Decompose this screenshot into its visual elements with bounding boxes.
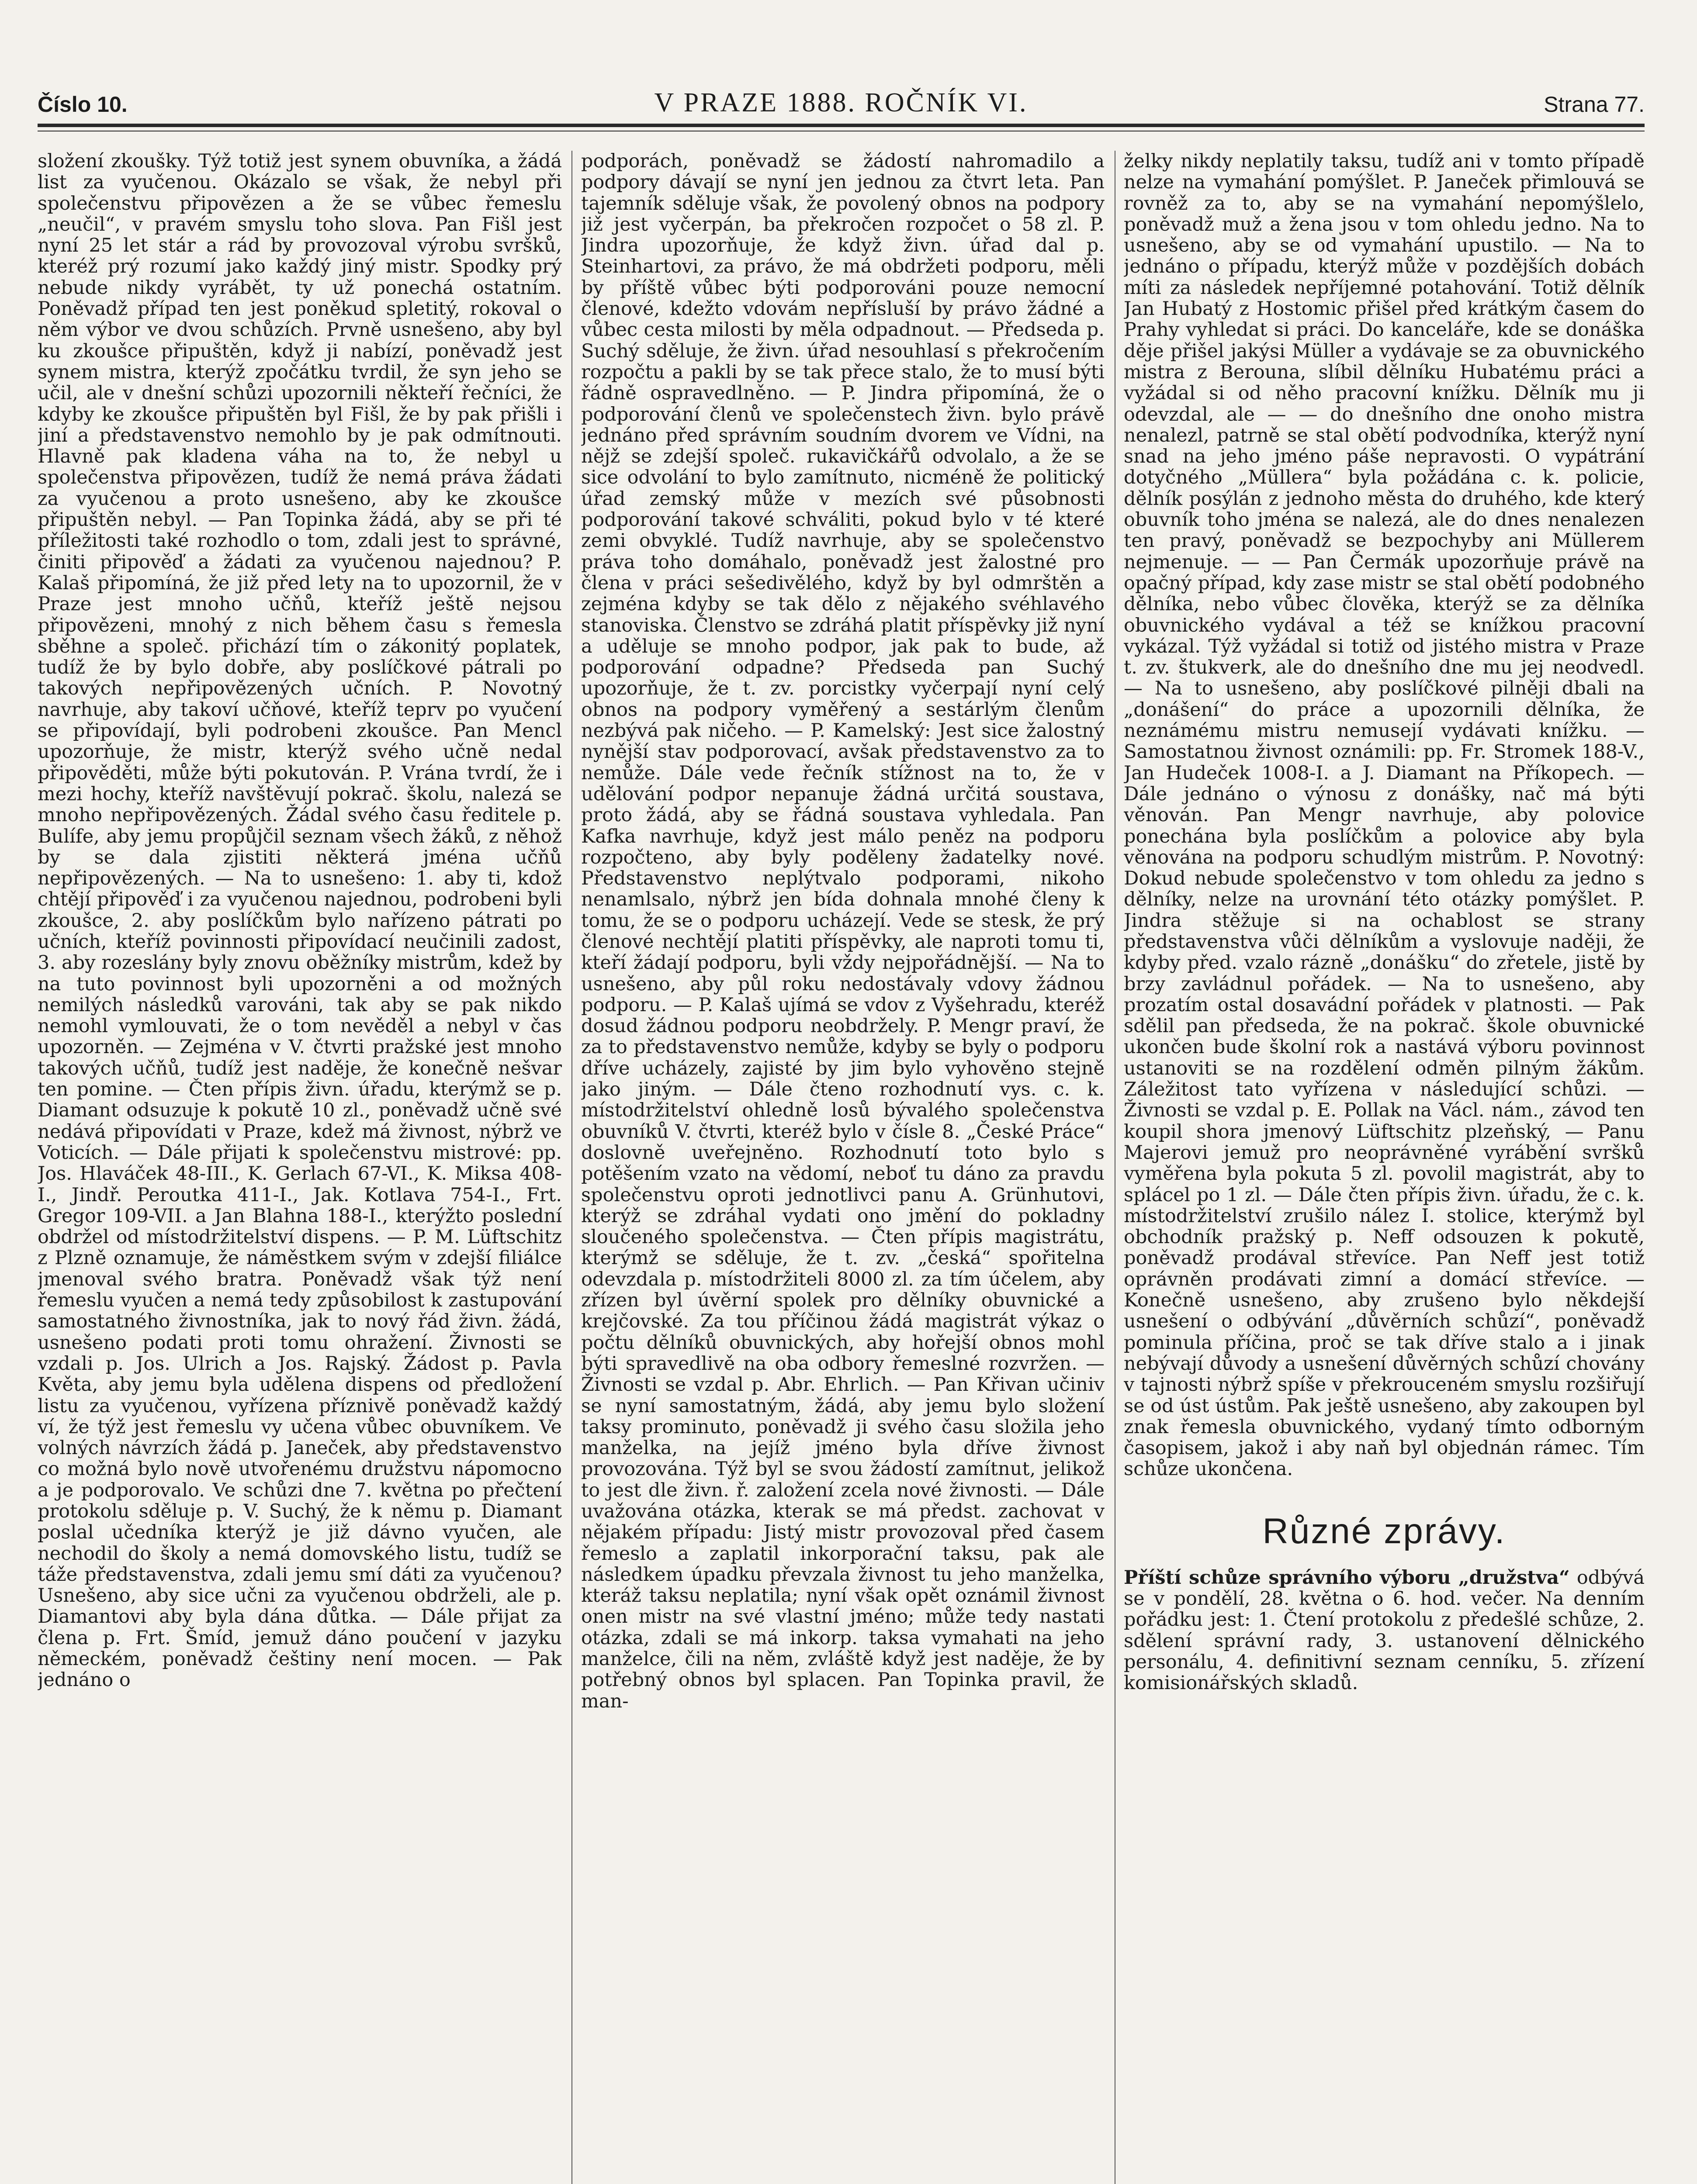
page-header xyxy=(38,87,1645,135)
page-number: Strana 77. xyxy=(1544,92,1645,117)
column-left xyxy=(38,151,562,2184)
article-text: želky nikdy neplatily taksu, tudíž ani v tomto případě nelze na vymahání pomýšlet. P. Janeček přimlouvá se rovněž za to, aby se na vymahání nepomýšlelo, poněvadž muž a žena jsou v tom ohledu jedno. Na to usnešeno, aby se od vymahání upustilo. — Na to jednáno o případu, kterýž může v pozdějších dobách míti za následek nepříjemné potahování. Totiž dělník Jan Hubatý z Hostomic přišel před krátkým časem do Prahy vyhledat si práci. Do kanceláře, kde se donáška děje přišel jakýsi Müller a vydávaje se za obuvnického mistra z Berouna, slíbil dělníku Hubatému práci a vyžádal si od něho pracovní knížku. Dělník mu ji odevzdal, ale — — do dnešního dne onoho mistra nenalezl, patrně se stal obětí podvodníka, kterýž nyní snad na jeho jméno páše nepravosti. O vypátrání dotyčného „Müllera“ byla požádána c. k. policie, dělník posýlán z jednoho města do druhého, kde který obuvník toho jména se nalezá, ale do dnes nenalezen ten pravý, poněvadž se bezpochyby ani Müllerem nejmenuje. — — Pan Čermák upozorňuje právě na opačný případ, kdy zase mistr se stal obětí podobného dělníka, nebo vůbec člověka, kterýž se za dělníka obuvnického vydával a též se knížkou pracovní vykázal. Týž vyžádal si totiž od jistého mistra v Praze t. zv. štukverk, ale do dnešního dne mu jej neodvedl. — Na to usnešeno, aby poslíčkové pilněji dbali na „donášení“ do práce a upozornili dělníka, že neznámému mistru nemusejí vydávati knížku. — Samostatnou živnost oznámili: pp. Fr. Stromek 188-V., Jan Hudeček 1008-I. a J. Diamant na Příkopech. — Dále jednáno o výnosu z donášky, nač má býti věnován. Pan Mengr navrhuje, aby polovice ponechána byla poslíčkům a polovice aby byla věnována na podporu schudlým mistrům. P. Novotný: Dokud nebude společenstvo v tom ohledu za jedno s dělníky, nelze na urovnání této otázky pomýšlet. P. Jindra stěžuje si na ochablost se strany představenstva vůči dělníkům a vyslovuje naději, že kdyby před. vzalo rázně „donášku“ do zřetele, jistě by brzy zavládnul pořádek. — Na to usnešeno, aby prozatím ostal dosavádní pořádek v platnosti. — Pak sdělil pan předseda, že na pokrač. škole obuvnické ukončen bude školní rok a nastává výboru povinnost ustanoviti se na rozdělení odměn pilným žákům. Záležitost tato vyřízena v následující schůzi. — Živnosti se vzdal p. E. Pollak na Václ. nám., závod ten koupil shora jmenový Lüftschitz plzeňský, — Panu Majerovi jemuž pro neoprávněné vyrábění svršků vyměřena byla pokuta 5 zl. povolil magistrát, aby to splácel po 1 zl. — Dále čten přípis živn. úřadu, že c. k. místodržitelství zrušilo nález I. stolice, kterýmž byl obchodník pražský p. Neff odsouzen k pokutě, poněvadž prodával střevíce. Pan Neff jest totiž oprávněn prodávati zimní a domácí střevíce. — Konečně usnešeno, aby zrušeno bylo někdejší usnešení o odbývání „důvěrních schůzí“, poněvadž pominula příčina, proč se tak dříve stalo a i jinak nebývají důvody a usnešení důvěrných schůzí chovány v tajnosti nýbrž spíše v překrouceném smyslu rozšiřují se od úst ústům. Pak ještě usnešeno, aby zakoupen byl znak řemesla obuvnického, vydaný tímto odborným časopisem, jakož i aby naň byl objednán rámec. Tím schůze ukončena. xyxy=(1124,151,1645,1480)
column-middle xyxy=(581,151,1105,2184)
article-text: podporách, poněvadž se žádostí nahromadilo a podpory dávají se nyní jen jednou za čtvrt leta. Pan tajemník sděluje však, že povolený obnos na podpory již jest vyčerpán, ba překročen rozpočet o 58 zl. P. Jindra upozorňuje, že když živn. úřad dal p. Steinhartovi, za právo, že má obdržeti podporu, měli by příště vůbec býti podporováni pouze nemocní členové, kdežto vdovám nepřísluší by právo žádné a vůbec cesta milosti by měla odpadnout. — Předseda p. Suchý sděluje, že živn. úřad nesouhlasí s překročením rozpočtu a pakli by se tak přece stalo, že to musí býti řádně ospravedlněno. — P. Jindra připomíná, že o podporování členů ve společenstech živn. bylo právě jednáno před správním soudním dvorem ve Vídni, na nějž se zdejší společ. rukavičkářů odvolalo, a že se sice odvolání to bylo zamítnuto, nicméně že politický úřad zemský může v mezích své působnosti podporování takové schváliti, pokud bylo v té které zemi obvyklé. Tudíž navrhuje, aby se společenstvo práva toho domáhalo, poněvadž jest žalostné pro člena v práci sešedivělého, když by byl odmrštěn a zejména kdyby se tak dělo z nějakého svéhlavého stanoviska. Členstvo se zdráhá platit příspěvky již nyní a uděluje se mnoho podpor, jak pak to bude, až podporování odpadne? Předseda pan Suchý upozorňuje, že t. zv. porcistky vyčerpají nyní celý obnos na podpory vyměřený a sestárlým členům nezbývá pak ničeho. — P. Kamelský: Jest sice žalostný nynější stav podporovací, avšak představenstvo za to nemůže. Dále vede řečník stížnost na to, že v udělování podpor nepanuje žádná určitá soustava, proto žádá, aby se řádná soustava vyhledala. Pan Kafka navrhuje, když jest málo peněz na podporu rozpočteno, aby byly poděleny žadatelky nové. Představenstvo neplýtvalo podporami, nikoho nenamlsalo, nýbrž jen bída dohnala mnohé členy k tomu, že se o podporu ucházejí. Vede se stesk, že prý členové nechtějí platiti příspěvky, ale naproti tomu ti, kteří žádají podporu, byli vždy nejpořádnější. — Na to usnešeno, aby půl roku nedostávaly vdovy žádnou podporu. — P. Kalaš ujímá se vdov z Vyšehradu, kteréž dosud žádnou podporu neobdržely. P. Mengr praví, že za to představenstvo nemůže, kdyby se byly o podporu dříve ucházely, zajisté by jim bylo vyhověno stejně jako jiným. — Dále čteno rozhodnutí vys. c. k. místodržitelství ohledně losů bývalého společenstva obuvníků V. čtvrti, kteréž bylo v čísle 8. „České Práce“ doslovně uveřejněno. Rozhodnutí toto bylo s potěšením vzato na vědomí, neboť tu dáno za pravdu společenstvu oproti jednotlivci panu A. Grünhutovi, kterýž se zdráhal vydati ono jmění do pokladny sloučeného společenstva. — Čten přípis magistrátu, kterýmž se sděluje, že t. zv. „česká“ spořitelna odevzdala p. místodržiteli 8000 zl. za tím účelem, aby zřízen byl úvěrní spolek pro dělníky obuvnické a krejčovské. Za tou příčinou žádá magistrát výkaz o počtu dělníků obuvnických, aby hořejší obnos mohl býti spravedlivě na oba odbory řemeslné rozvržen. — Živnosti se vzdal p. Abr. Ehrlich. — Pan Křivan učiniv se nyní samostatným, žádá, aby jemu bylo složení taksy prominuto, poněvadž ji svého času složila jeho manželka, na jejíž jméno byla dříve živnost provozována. Týž byl se svou žádostí zamítnut, jelikož to jest dle živn. ř. založení zcela nové živnosti. — Dále uvažována otázka, kterak se má předst. zachovat v nějakém případu: Jistý mistr provozoval před časem řemeslo a zaplatil inkorporační taksu, pak ale následkem úpadku převzala živnost tu jeho manželka, kteráž taksu neplatila; nyní však opět oznámil živnost onen mistr na své vlastní jméno; může tedy nastati otázka, zdali se má inkorp. taksa vymahati na jeho manželce, čili na něm, zvláště když jest naděje, že by potřebný obnos byl splacen. Pan Topinka pravil, že man- xyxy=(581,151,1105,1712)
notice-body: odbývá se v pondělí, 28. května o 6. hod. večer. Na denním pořádku jest: 1. Čtení protokolu z předešlé schůze, 2. sdělení správní rady, 3. ustanovení dělnického personálu, 4. definitivní seznam cenníku, 5. zřízení komisionářských skladů. xyxy=(1124,1566,1645,1694)
article-text: složení zkoušky. Týž totiž jest synem obuvníka, a žádá list za vyučenou. Okázalo se však, že nebyl při společenstvu připovězen a že se vůbec řemeslu „neučil“, v pravém smyslu toho slova. Pan Fišl jest nyní 25 let stár a rád by provozoval výrobu svršků, kteréž prý rozumí jako každý jiný mistr. Spodky prý nebude nikdy vyrábět, ty už ponechá ostatním. Poněvadž případ ten jest poněkud spletitý, rokoval o něm výbor ve dvou schůzích. Prvně usnešeno, aby byl ku zkoušce připuštěn, když ji nabízí, poněvadž jest synem mistra, kterýž zpočátku tvrdil, že syn jeho se učil, ale v dnešní schůzi upozornili někteří řečníci, že kdyby ke zkoušce připuštěn byl Fišl, že by pak přišli i jiní a představenstvo nemohlo by je pak odmítnouti. Hlavně pak kladena váha na to, že nebyl u společenstva připovězen, tudíž že nemá práva žádati za vyučenou a proto usnešeno, aby ke zkoušce připuštěn nebyl. — Pan Topinka žádá, aby se při té příležitosti také rozhodlo o tom, zdali jest to správné, činiti připověď a žádati za vyučenou najednou? P. Kalaš připomíná, že již před lety na to upozornil, že v Praze jest mnoho učňů, kteříž ještě nejsou připovězeni, mnohý z nich během času s řemesla sběhne a společ. přichází tím o zákonitý poplatek, tudíž že by bylo dobře, aby poslíčkové pátrali po takových nepřipovězených učních. P. Novotný navrhuje, aby takoví učňové, kteříž teprv po vyučení se připovídají, byli podrobeni zkoušce. Pan Mencl upozorňuje, že mistr, kterýž svého učně nedal připověděti, může býti pokutován. P. Vrána tvrdí, že i mezi hochy, kteříž navštěvují pokrač. školu, nalezá se mnoho nepřipovězených. Žádal svého času ředitele p. Bulífe, aby jemu propůjčil seznam všech žáků, z něhož by se dala zjistiti některá jména učňů nepřipovězených. — Na to usnešeno: 1. aby ti, kdož chtějí připověď i za vyučenou najednou, podrobeni byli zkoušce, 2. aby poslíčkům bylo nařízeno pátrati po učních, kteříž povinnosti připovídací neučinili zadost, 3. aby rozeslány byly znovu oběžníky mistrům, kdež by na tuto povinnost byli upozorněni a od možných nemilých následků varováni, tak aby se pak nikdo nemohl vymlouvati, že o tom nevěděl a nebyl v čas upozorněn. — Zejména v V. čtvrti pražské jest mnoho takových učňů, tudíž jest naděje, že konečně nešvar ten pomine. — Čten přípis živn. úřadu, kterýmž se p. Diamant odsuzuje k pokutě 10 zl., poněvadž učně své nedává připovídati v Praze, kdež má živnost, nýbrž ve Voticích. — Dále přijati k společenstvu mistrové: pp. Jos. Hlaváček 48-III., K. Gerlach 67-VI., K. Miksa 408-I., Jindř. Peroutka 411-I., Jak. Kotlava 754-I., Frt. Gregor 109-VII. a Jan Blahna 188-I., kterýžto poslední obdržel od místodržitelství dispens. — P. M. Lüftschitz z Plzně oznamuje, že náměstkem svým v zdejší filiálce jmenoval svého bratra. Poněvadž však týž není řemeslu vyučen a nemá tedy způsobilost k zastupování samostatného živnostníka, jak to nový řád živn. žádá, usnešeno podati proti tomu ohražení. Živnosti se vzdali p. Jos. Ulrich a Jos. Rajský. Žádost p. Pavla Květa, aby jemu byla udělena dispens od předložení listu za vyučenou, vyřízena příznivě poněvadž každý ví, že týž jest řemeslu vy učena vůbec obuvníkem. Ve volných návrzích žádá p. Janeček, aby představenstvo co možná bylo nově utvořenému družstvu nápomocno a je podporovalo. Ve schůzi dne 7. května po přečtení protokolu sděluje p. V. Suchý, že k němu p. Diamant poslal učedníka kterýž je již dávno vyučen, ale nechodil do školy a nemá domovského listu, tudíž se táže představenstva, zdali jemu smí dáti za vyučenou? Usnešeno, aby sice učni za vyučenou obdrželi, ale p. Diamantovi aby byla dána důtka. — Dále přijat za člena p. Frt. Šmíd, jemuž dáno poučení v jazyku německém, poněvadž češtiny není mocen. — Pak jednáno o xyxy=(38,151,562,1691)
issue-number: Číslo 10. xyxy=(38,92,128,117)
notice-title: Příští schůze správního výboru „družstva“ xyxy=(1124,1566,1570,1589)
notice-paragraph xyxy=(1124,1567,1645,1694)
column-divider xyxy=(571,151,572,2184)
section-title: Různé zprávy. xyxy=(1262,1511,1506,1551)
masthead-title: V PRAZE 1888. ROČNÍK VI. xyxy=(654,88,1028,117)
column-right xyxy=(1124,151,1645,2184)
header-rule xyxy=(38,124,1645,127)
